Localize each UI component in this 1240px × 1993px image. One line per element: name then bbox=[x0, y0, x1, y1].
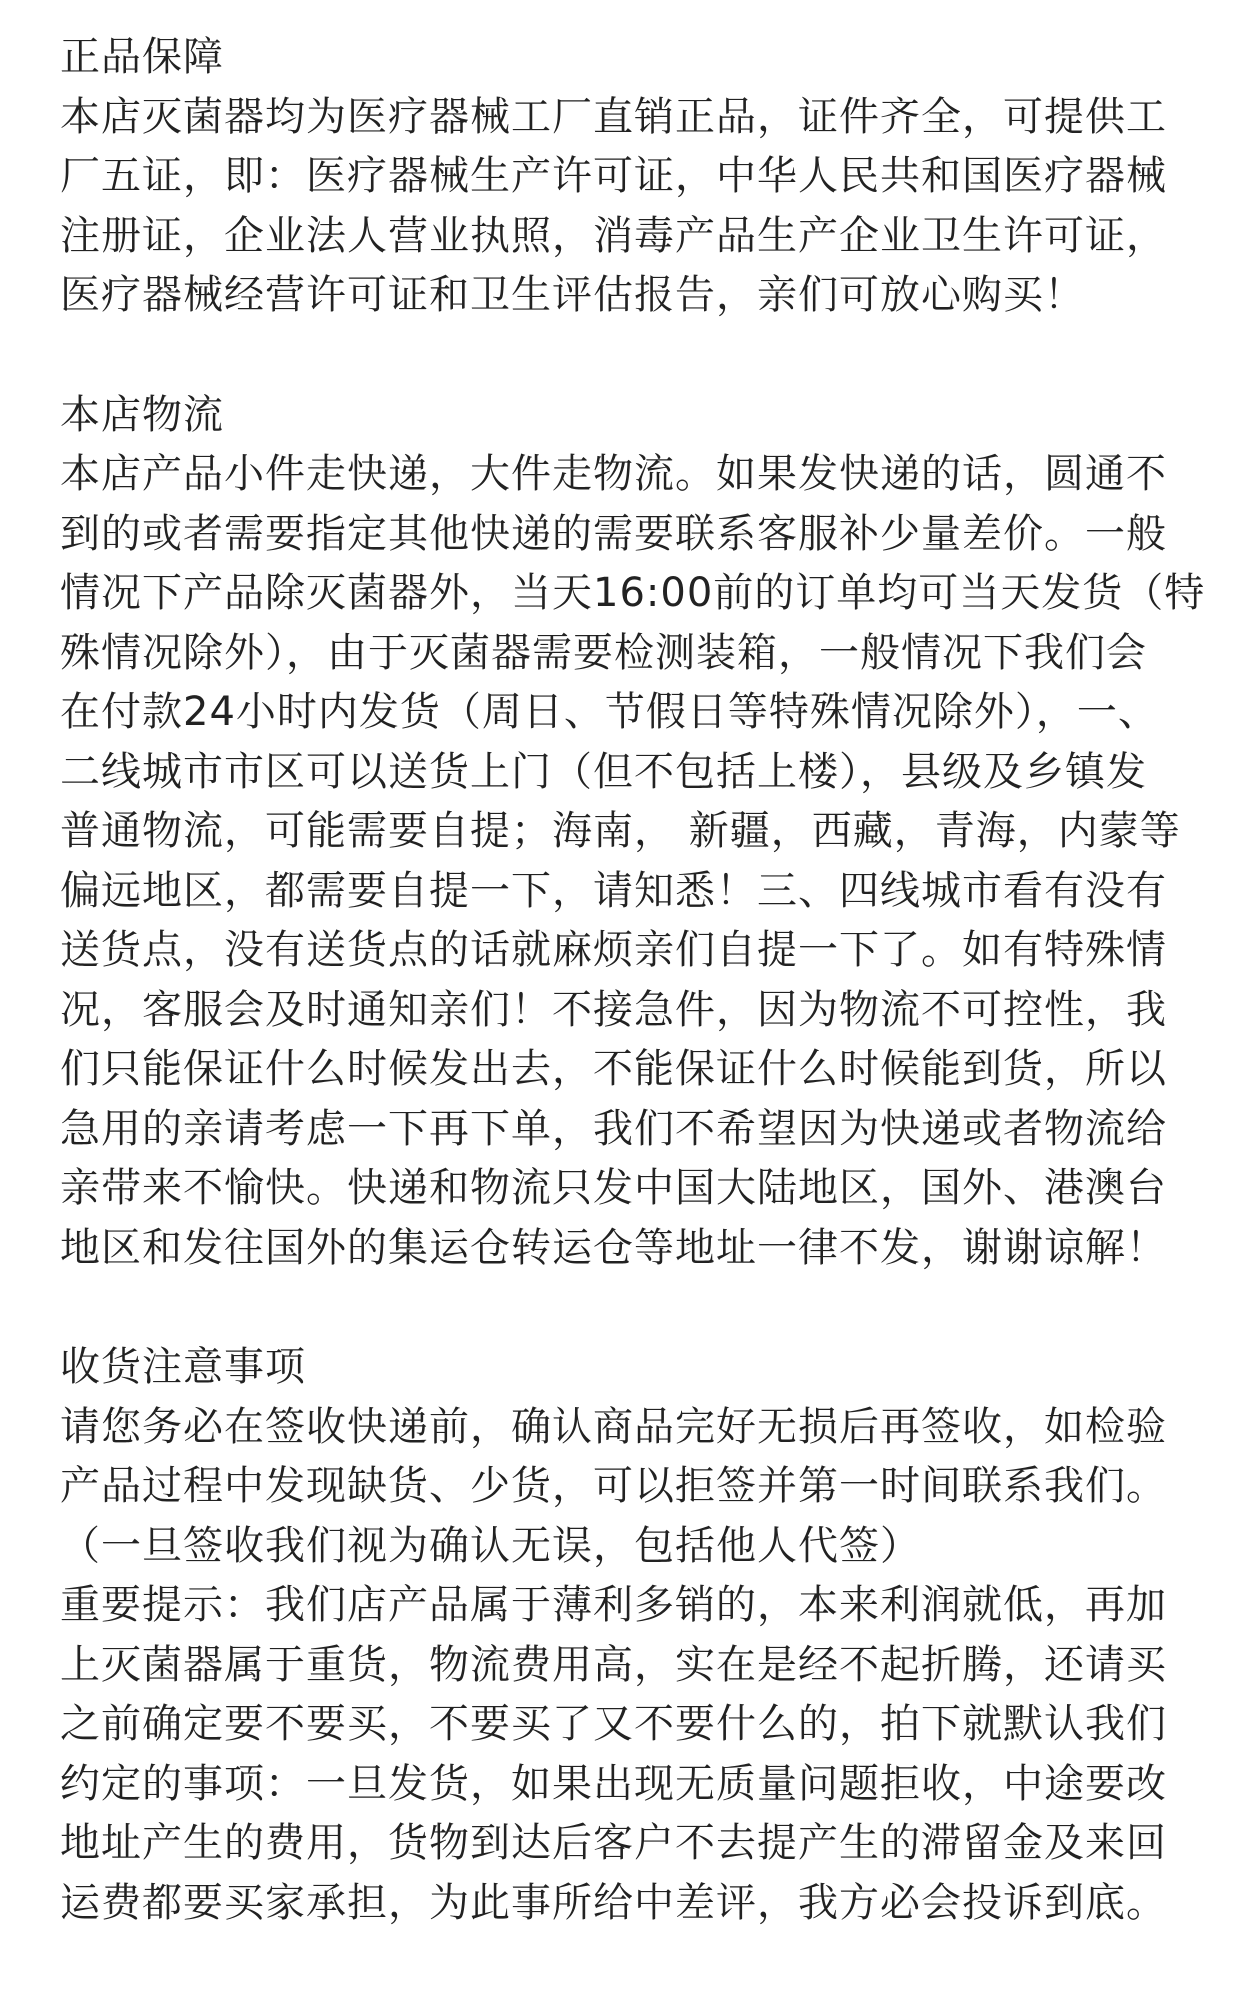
paragraph-line: 请您务必在签收快递前，确认商品完好无损后再签收，如检验 bbox=[60, 1403, 1167, 1450]
paragraph-line: 之前确定要不要买，不要买了又不要什么的，拍下就默认我们 bbox=[60, 1701, 1167, 1747]
paragraph-line: 况，客服会及时通知亲们！不接急件，因为物流不可控性，我 bbox=[60, 986, 1167, 1033]
policy-document bbox=[60, 28, 1206, 1993]
section-title: 本店物流 bbox=[60, 391, 224, 438]
section-authenticity bbox=[60, 28, 1170, 326]
paragraph-line: 亲带来不愉快。快递和物流只发中国大陆地区，国外、港澳台 bbox=[60, 1165, 1167, 1211]
paragraph-line: 厂五证，即：医疗器械生产许可证，中华人民共和国医疗器械 bbox=[60, 153, 1167, 199]
paragraph-line: 在付款24小时内发货（周日、节假日等特殊情况除外），一、 bbox=[60, 689, 1159, 735]
paragraph-line: 偏远地区，都需要自提一下，请知悉！三、四线城市看有没有 bbox=[60, 867, 1167, 914]
paragraph-line: 上灭菌器属于重货，物流费用高，实在是经不起折腾，还请买 bbox=[60, 1641, 1167, 1688]
paragraph-line: 本店灭菌器均为医疗器械工厂直销正品，证件齐全，可提供工 bbox=[60, 93, 1167, 140]
paragraph-line: 运费都要买家承担，为此事所给中差评，我方必会投诉到底。 bbox=[60, 1879, 1167, 1926]
paragraph-line: 本店产品小件走快递，大件走物流。如果发快递的话，圆通不 bbox=[60, 451, 1167, 497]
section-receiving-notes bbox=[60, 1338, 1170, 1933]
paragraph-line: 注册证，企业法人营业执照，消毒产品生产企业卫生许可证， bbox=[60, 212, 1167, 259]
paragraph-line: 二线城市市区可以送货上门（但不包括上楼），县级及乡镇发 bbox=[60, 748, 1147, 795]
paragraph-line: 送货点，没有送货点的话就麻烦亲们自提一下了。如有特殊情 bbox=[60, 927, 1167, 973]
paragraph-line: 到的或者需要指定其他快递的需要联系客服补少量差价。一般 bbox=[60, 510, 1167, 557]
paragraph-line: 急用的亲请考虑一下再下单，我们不希望因为快递或者物流给 bbox=[60, 1105, 1167, 1152]
paragraph-line: 地址产生的费用，货物到达后客户不去提产生的滞留金及来回 bbox=[60, 1820, 1167, 1866]
section-logistics bbox=[60, 386, 1206, 1279]
paragraph-line: 约定的事项：一旦发货，如果出现无质量问题拒收，中途要改 bbox=[60, 1760, 1167, 1807]
paragraph-line: 普通物流，可能需要自提；海南， 新疆，西藏，青海，内蒙等 bbox=[60, 808, 1181, 854]
paragraph-line: 产品过程中发现缺货、少货，可以拒签并第一时间联系我们。 bbox=[60, 1463, 1167, 1509]
paragraph-line: 重要提示：我们店产品属于薄利多销的，本来利润就低，再加 bbox=[60, 1582, 1167, 1628]
section-title: 正品保障 bbox=[60, 34, 224, 80]
paragraph-line: 情况下产品除灭菌器外，当天16:00前的订单均可当天发货（特 bbox=[60, 570, 1206, 616]
section-title: 收货注意事项 bbox=[60, 1344, 306, 1390]
paragraph-line: 殊情况除外），由于灭菌器需要检测装箱，一般情况下我们会 bbox=[60, 629, 1147, 676]
paragraph-line: （一旦签收我们视为确认无误，包括他人代签） bbox=[60, 1522, 921, 1569]
paragraph-line: 们只能保证什么时候发出去，不能保证什么时候能到货，所以 bbox=[60, 1046, 1167, 1092]
paragraph-line: 医疗器械经营许可证和卫生评估报告，亲们可放心购买！ bbox=[60, 272, 1085, 318]
paragraph-line: 地区和发往国外的集运仓转运仓等地址一律不发，谢谢谅解！ bbox=[60, 1224, 1167, 1271]
